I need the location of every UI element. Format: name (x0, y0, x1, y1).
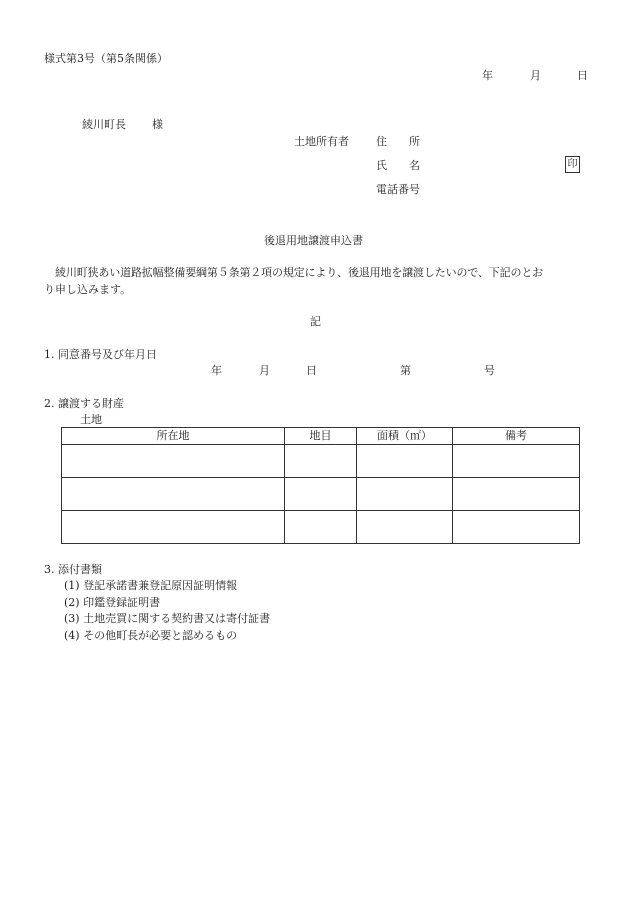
table-cell-land-category[interactable] (285, 445, 357, 478)
table-row (62, 511, 580, 544)
attachment-item: (2) 印鑑登録証明書 (64, 596, 161, 609)
column-header-area: 面積（㎡） (357, 428, 453, 445)
addressee-name: 綾川町長 (82, 118, 126, 131)
table-cell-land-category[interactable] (285, 478, 357, 511)
body-text-line2: り申し込みます。 (44, 283, 132, 296)
owner-name-label: 氏 名 (376, 159, 420, 172)
table-row (62, 478, 580, 511)
ki-label: 記 (310, 315, 321, 328)
attachment-item: (3) 土地売買に関する契約書又は寄付証書 (64, 612, 271, 625)
owner-phone-label: 電話番号 (376, 183, 420, 196)
section1-heading: 1. 同意番号及び年月日 (44, 348, 157, 361)
property-table (61, 427, 580, 544)
section2-heading: 2. 譲渡する財産 (44, 397, 124, 410)
column-header-location: 所在地 (62, 428, 285, 445)
date-month-label: 月 (530, 69, 541, 82)
table-cell-remarks[interactable] (453, 445, 580, 478)
column-header-remarks: 備考 (453, 428, 580, 445)
table-cell-location[interactable] (62, 511, 285, 544)
addressee-honorific: 様 (152, 118, 163, 131)
column-header-land-category: 地目 (285, 428, 357, 445)
section1-year-label: 年 (211, 364, 222, 377)
table-cell-area[interactable] (357, 511, 453, 544)
section1-go-label: 号 (484, 364, 495, 377)
table-row (62, 445, 580, 478)
section2-sublabel: 土地 (80, 413, 102, 426)
property-table-header-row (62, 428, 580, 445)
section3-heading: 3. 添付書類 (44, 563, 102, 576)
date-year-label: 年 (482, 69, 493, 82)
attachment-item: (4) その他町長が必要と認めるもの (64, 629, 238, 642)
owner-label: 土地所有者 (294, 135, 349, 148)
table-cell-remarks[interactable] (453, 511, 580, 544)
section1-day-label: 日 (306, 364, 317, 377)
seal-mark: 印 (565, 156, 580, 173)
attachment-item: (1) 登記承諾書兼登記原因証明情報 (64, 579, 238, 592)
table-cell-area[interactable] (357, 445, 453, 478)
owner-address-label: 住 所 (376, 135, 420, 148)
form-number: 様式第3号（第5条関係） (44, 52, 168, 65)
body-text-line1: 綾川町狭あい道路拡幅整備要綱第５条第２項の規定により、後退用地を譲渡したいので、下記のとお (55, 266, 544, 279)
table-cell-location[interactable] (62, 445, 285, 478)
table-cell-land-category[interactable] (285, 511, 357, 544)
table-cell-location[interactable] (62, 478, 285, 511)
document-title: 後退用地譲渡申込書 (264, 234, 363, 247)
section1-dai-label: 第 (400, 364, 411, 377)
date-day-label: 日 (577, 69, 588, 82)
section1-month-label: 月 (259, 364, 270, 377)
table-cell-remarks[interactable] (453, 478, 580, 511)
table-cell-area[interactable] (357, 478, 453, 511)
